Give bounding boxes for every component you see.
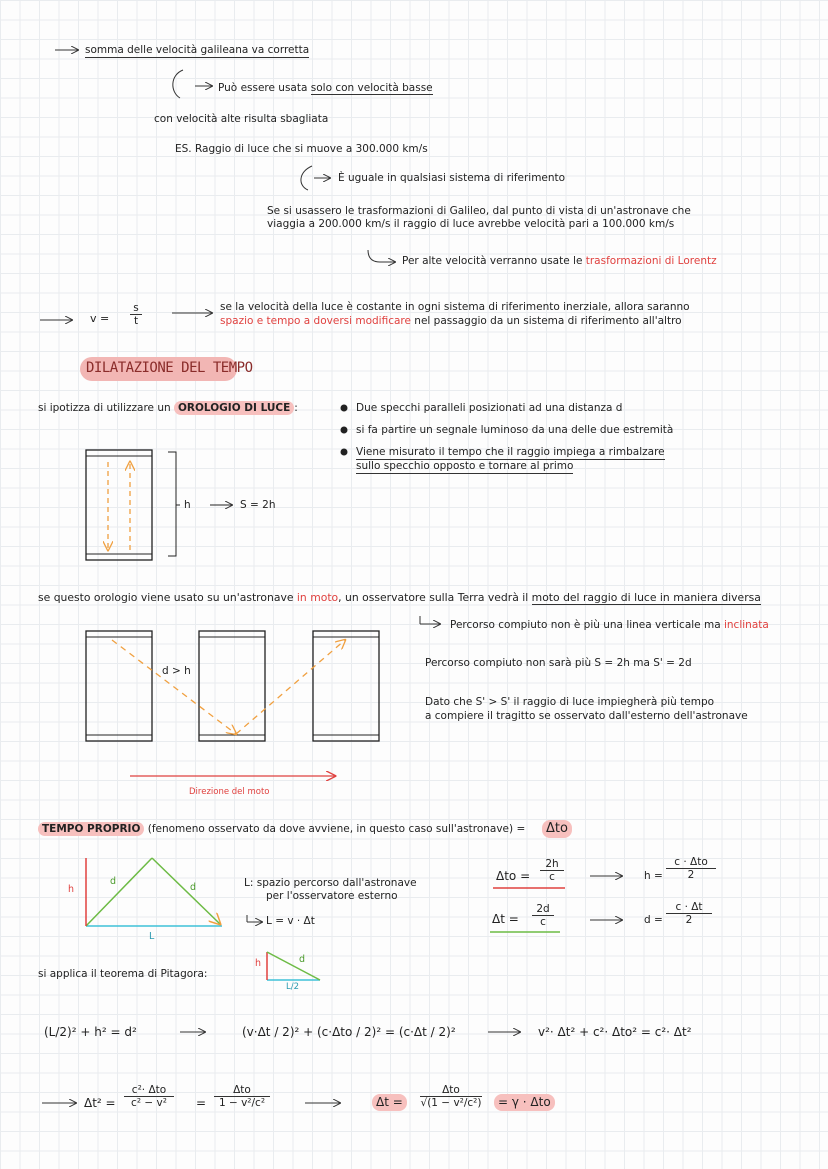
tri-L: L <box>149 931 155 942</box>
formula-s-over-t: $\frac{s}{t}$ <box>130 302 142 327</box>
galilean-note: somma delle velocità galileana va corretta <box>85 44 309 58</box>
tri-d2: d <box>190 882 197 893</box>
final-frac2: Δto 1 − v²/c² <box>214 1084 270 1109</box>
light-clock-diagram <box>86 450 232 560</box>
eq2-res-frac: $\frac{c \cdot \Delta t}{2}$ <box>666 901 712 926</box>
example-light: ES. Raggio di luce che si muove a 300.000 km/s <box>175 143 428 155</box>
path-change-note: Percorso compiuto non sarà più S = 2h ma S' = 2d <box>425 657 692 669</box>
eq2-frac: $\frac{2d}{c}$ <box>532 903 554 928</box>
eq-pythagoras: (L/2)² + h² = d² <box>44 1025 137 1039</box>
galileo-if-line1: Se si usassero le trasformazioni di Galileo, dal punto di vista di un'astronave che <box>267 205 691 217</box>
direction-label: Direzione del moto <box>189 787 270 797</box>
proper-time-symbol: Δto <box>542 820 572 838</box>
pythagoras-note: si applica il teorema di Pitagora: <box>38 968 208 980</box>
bullet-2: si fa partire un segnale luminoso da una delle due estremità <box>356 424 674 436</box>
small-L: L/2 <box>286 982 300 992</box>
final-equals: = <box>196 1096 207 1110</box>
small-h: h <box>255 958 262 969</box>
bullet-1: Due specchi paralleli posizionati ad una distanza d <box>356 402 623 414</box>
triangle-diagram <box>86 858 222 926</box>
constant-light-line1: se la velocità della luce è costante in ogni sistema di riferimento inerziale, allora saranno <box>220 301 690 313</box>
eq1-left: Δto = <box>496 869 531 883</box>
eq-expanded: v²· Δt² + c²· Δto² = c²· Δt² <box>538 1025 692 1039</box>
final-left: Δt² = <box>84 1096 116 1110</box>
curved-arrow-icon <box>301 166 312 190</box>
final-frac3: Δto √(1 − v²/c²) <box>420 1084 482 1109</box>
curved-arrow-icon <box>173 70 183 98</box>
tri-d1: d <box>110 876 117 887</box>
constant-light-line2: spazio e tempo a doversi modificare nel passaggio da un sistema di riferimento all'altro <box>220 315 682 327</box>
s-label: S = 2h <box>240 499 276 511</box>
high-speed-note: con velocità alte risulta sbagliata <box>154 113 329 125</box>
eq1-res: h = <box>644 870 663 882</box>
small-triangle-diagram <box>267 952 320 980</box>
eq2-res: d = <box>644 914 663 926</box>
gamma-result: = γ · Δto <box>494 1094 555 1111</box>
given-line1: Dato che S' > S' il raggio di luce impiegherà più tempo <box>425 696 715 708</box>
clock-intro: si ipotizza di utilizzare un OROLOGIO DI LUCE : <box>38 402 298 414</box>
formula-v: v = <box>90 312 110 325</box>
moving-clock-note: se questo orologio viene usato su un'astronave in moto, un osservatore sulla Terra vedrà il moto del raggio di luce in maniera diversa <box>38 591 761 604</box>
L-eq: L = v · Δt <box>266 915 315 927</box>
section-title: DILATAZIONE DEL TEMPO <box>86 360 253 376</box>
lorentz-note: Per alte velocità verranno usate le trasformazioni di Lorentz <box>402 255 717 267</box>
galileo-if-line2: viaggia a 200.000 km/s il raggio di luce avrebbe velocità pari a 100.000 km/s <box>267 218 675 230</box>
final-frac1: c²· Δto c² − v² <box>124 1084 174 1109</box>
eq2-left: Δt = <box>492 912 519 926</box>
h-label: h <box>184 499 191 511</box>
small-d: d <box>299 954 306 965</box>
L-desc1: L: spazio percorso dall'astronave <box>244 877 417 889</box>
L-desc2: per l'osservatore esterno <box>266 890 398 902</box>
eq1-frac: $\frac{2h}{c}$ <box>540 858 564 883</box>
curved-arrow-icon <box>368 250 395 262</box>
eq1-res-frac: c · Δto 2 <box>666 856 716 881</box>
low-speed-note: Può essere usata solo con velocità basse <box>218 82 433 94</box>
moving-clocks-diagram <box>86 631 379 776</box>
d-greater-h: d > h <box>162 665 191 677</box>
bullet-3: Viene misurato il tempo che il raggio impiega a rimbalzare <box>356 446 665 460</box>
same-frame-note: È uguale in qualsiasi sistema di riferimento <box>338 172 566 184</box>
tri-h: h <box>68 884 75 895</box>
eq-substituted: (v·Δt / 2)² + (c·Δto / 2)² = (c·Δt / 2)² <box>242 1025 456 1039</box>
proper-time-note: TEMPO PROPRIO (fenomeno osservato da dove avviene, in questo caso sull'astronave) = <box>38 823 525 836</box>
given-line2: a compiere il tragitto se osservato dall'esterno dell'astronave <box>425 710 748 722</box>
final-dt: Δt = <box>372 1094 407 1111</box>
bullet-3-cont: sullo specchio opposto e tornare al primo <box>356 460 573 474</box>
inclined-path-note: Percorso compiuto non è più una linea verticale ma inclinata <box>450 619 769 631</box>
